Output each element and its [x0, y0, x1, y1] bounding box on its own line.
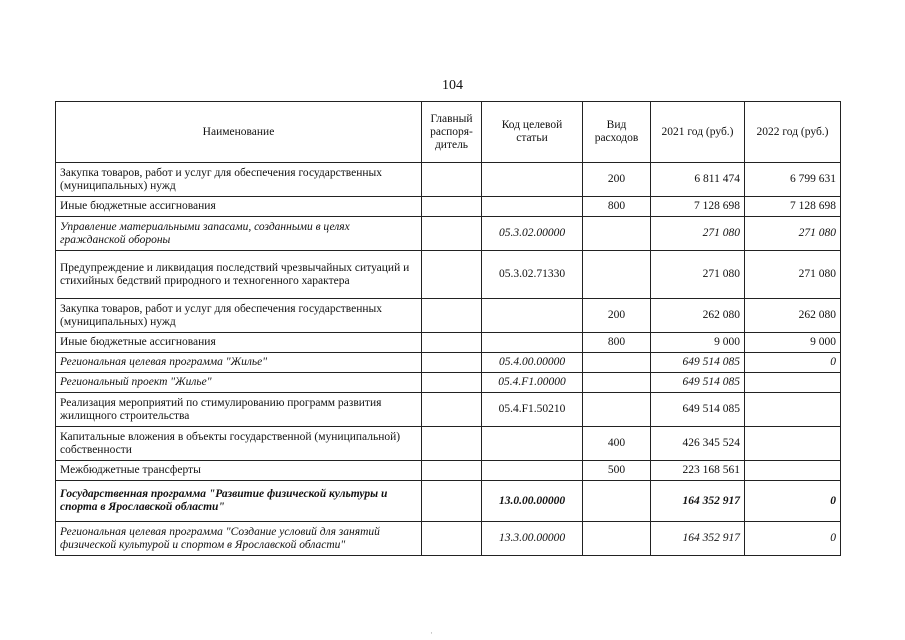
row-chief [422, 522, 482, 556]
row-2021: 164 352 917 [651, 481, 745, 522]
row-vid [583, 217, 651, 251]
table-header-row [56, 102, 841, 163]
row-vid: 200 [583, 299, 651, 333]
row-code [482, 461, 583, 481]
row-name: Управление материальными запасами, созданными в целях гражданской обороны [56, 217, 422, 251]
row-code: 05.4.00.00000 [482, 353, 583, 373]
row-vid [583, 251, 651, 299]
row-name: Реализация мероприятий по стимулированию программ развития жилищного строительства [56, 393, 422, 427]
table-row [56, 251, 841, 299]
row-code: 05.4.F1.50210 [482, 393, 583, 427]
row-code: 13.3.00.00000 [482, 522, 583, 556]
row-2021: 164 352 917 [651, 522, 745, 556]
table-body [56, 163, 841, 556]
row-code [482, 163, 583, 197]
row-code [482, 299, 583, 333]
row-2022 [745, 427, 841, 461]
row-2022: 271 080 [745, 251, 841, 299]
row-vid: 500 [583, 461, 651, 481]
row-vid: 400 [583, 427, 651, 461]
row-name: Иные бюджетные ассигнования [56, 333, 422, 353]
row-code [482, 427, 583, 461]
row-vid: 200 [583, 163, 651, 197]
table-row [56, 197, 841, 217]
row-2022: 7 128 698 [745, 197, 841, 217]
row-name: Капитальные вложения в объекты государственной (муниципальной) собственности [56, 427, 422, 461]
row-chief [422, 299, 482, 333]
row-2021: 426 345 524 [651, 427, 745, 461]
row-2022: 6 799 631 [745, 163, 841, 197]
row-2022 [745, 393, 841, 427]
header-code: Код целевой статьи [482, 102, 583, 163]
header-2022: 2022 год (руб.) [745, 102, 841, 163]
row-code [482, 197, 583, 217]
row-2021: 223 168 561 [651, 461, 745, 481]
table-row [56, 393, 841, 427]
table-row [56, 299, 841, 333]
table-row [56, 333, 841, 353]
row-name: Государственная программа "Развитие физической культуры и спорта в Ярославской области" [56, 481, 422, 522]
row-name: Иные бюджетные ассигнования [56, 197, 422, 217]
row-vid [583, 393, 651, 427]
table-row [56, 522, 841, 556]
row-2021: 649 514 085 [651, 373, 745, 393]
row-chief [422, 197, 482, 217]
row-name: Закупка товаров, работ и услуг для обеспечения государственных (муниципальных) нужд [56, 163, 422, 197]
row-2021: 649 514 085 [651, 353, 745, 373]
row-vid [583, 353, 651, 373]
row-2021: 262 080 [651, 299, 745, 333]
row-2021: 7 128 698 [651, 197, 745, 217]
row-2021: 271 080 [651, 217, 745, 251]
header-2021: 2021 год (руб.) [651, 102, 745, 163]
row-2021: 9 000 [651, 333, 745, 353]
row-name: Региональный проект "Жилье" [56, 373, 422, 393]
row-chief [422, 393, 482, 427]
row-vid [583, 481, 651, 522]
row-chief [422, 481, 482, 522]
row-2021: 271 080 [651, 251, 745, 299]
row-chief [422, 163, 482, 197]
row-2021: 649 514 085 [651, 393, 745, 427]
row-name: Межбюджетные трансферты [56, 461, 422, 481]
row-name: Предупреждение и ликвидация последствий чрезвычайных ситуаций и стихийных бедствий природного и техногенного характера [56, 251, 422, 299]
header-chief: Главный распоря-дитель [422, 102, 482, 163]
scan-mark: · [430, 628, 433, 638]
row-2022 [745, 373, 841, 393]
row-chief [422, 373, 482, 393]
row-2022: 0 [745, 353, 841, 373]
table-row [56, 461, 841, 481]
row-chief [422, 461, 482, 481]
row-chief [422, 353, 482, 373]
budget-table [55, 101, 841, 556]
table-row [56, 373, 841, 393]
row-2022 [745, 461, 841, 481]
row-vid: 800 [583, 333, 651, 353]
header-name: Наименование [56, 102, 422, 163]
table-row [56, 427, 841, 461]
table-row [56, 163, 841, 197]
row-code [482, 333, 583, 353]
row-2022: 9 000 [745, 333, 841, 353]
row-2022: 271 080 [745, 217, 841, 251]
row-name: Региональная целевая программа "Создание условий для занятий физической культурой и спортом в Ярославской области" [56, 522, 422, 556]
table-row [56, 481, 841, 522]
row-chief [422, 427, 482, 461]
row-name: Закупка товаров, работ и услуг для обеспечения государственных (муниципальных) нужд [56, 299, 422, 333]
row-2022: 262 080 [745, 299, 841, 333]
page-number: 104 [442, 78, 463, 93]
row-2021: 6 811 474 [651, 163, 745, 197]
row-vid [583, 522, 651, 556]
row-chief [422, 251, 482, 299]
row-2022: 0 [745, 522, 841, 556]
row-code: 05.4.F1.00000 [482, 373, 583, 393]
row-code: 13.0.00.00000 [482, 481, 583, 522]
row-chief [422, 333, 482, 353]
row-name: Региональная целевая программа "Жилье" [56, 353, 422, 373]
table-row [56, 217, 841, 251]
row-2022: 0 [745, 481, 841, 522]
header-vid: Вид расходов [583, 102, 651, 163]
row-vid: 800 [583, 197, 651, 217]
row-code: 05.3.02.71330 [482, 251, 583, 299]
row-chief [422, 217, 482, 251]
row-vid [583, 373, 651, 393]
table-row [56, 353, 841, 373]
row-code: 05.3.02.00000 [482, 217, 583, 251]
